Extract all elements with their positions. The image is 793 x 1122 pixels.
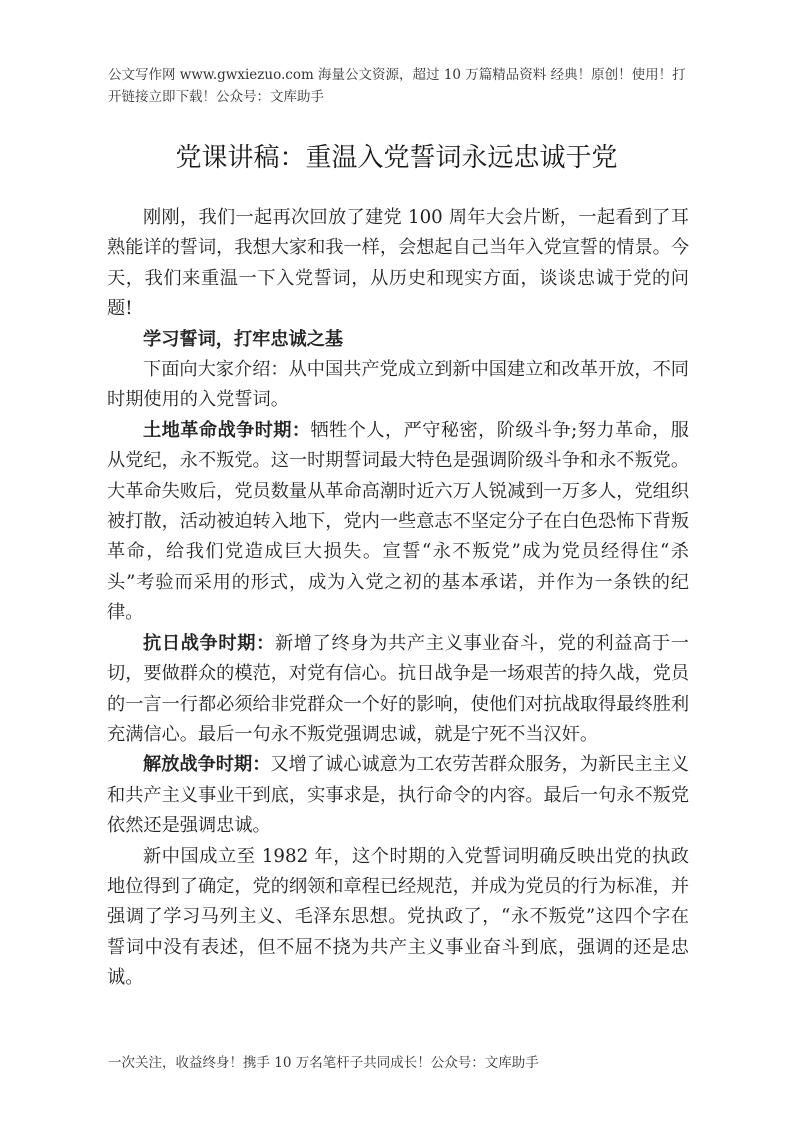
period-label: 土地革命战争时期： <box>143 419 311 441</box>
header-promo: 公文写作网 www.gwxiezuo.com 海量公文资源，超过 10 万篇精品资料 经典！原创！使用！打开链接立即下载！公众号：文库助手 <box>108 67 686 105</box>
period-paragraph-anti-japanese-war <box>107 629 689 751</box>
footer-promo: 一次关注，收益终身！携手 10 万名笔杆子共同成长！公众号：文库助手 <box>108 1055 539 1071</box>
period-label: 解放战争时期： <box>143 754 271 776</box>
section-intro-paragraph: 下面向大家介绍：从中国共产党成立到新中国建立和改革开放，不同时期使用的入党誓词。 <box>107 359 689 411</box>
period-text: 牺牲个人，严守秘密，阶级斗争;努力革命，服从党纪，永不叛党。这一时期誓词最大特色是强调阶级斗争和永不叛党。大革命失败后，党员数量从革命高潮时近六万人锐减到一万多人，党组织被打散，活动被迫转入地下，党内一些意志不坚定分子在白色恐怖下背叛革命，给我们党造成巨大损失。宣誓“永不叛党”成为党员经得住“杀头”考验而采用的形式，成为入党之初的基本承诺，并作为一条铁的纪律。 <box>107 419 690 624</box>
closing-paragraph: 新中国成立至 1982 年，这个时期的入党誓词明确反映出党的执政地位得到了确定，党的纲领和章程已经规范，并成为党员的行为标准，并强调了学习马列主义、毛泽东思想。党执政了，“永不叛党”这四个字在誓词中没有表述，但不屈不挠为共产主义事业奋斗到底，强调的还是忠诚。 <box>107 845 690 989</box>
section-heading: 学习誓词，打牢忠诚之基 <box>143 328 344 350</box>
period-paragraph-liberation-war <box>107 750 689 841</box>
page-title: 党课讲稿：重温入党誓词永远忠诚于党 <box>175 143 618 173</box>
period-paragraph-land-revolution <box>107 416 689 629</box>
period-label: 抗日战争时期： <box>143 632 275 654</box>
intro-paragraph: 刚刚，我们一起再次回放了建党 100 周年大会片断，一起看到了耳熟能详的誓词，我想大家和我一样，会想起自己当年入党宣誓的情景。今天，我们来重温一下入党誓词，从历史和现实方面，谈谈忠诚于党的问题! <box>107 207 690 320</box>
period-text: 又增了诚心诚意为工农劳苦群众服务，为新民主主义和共产主义事业干到底，实事求是，执行命令的内容。最后一句永不叛党依然还是强调忠诚。 <box>107 754 690 837</box>
period-text: 新增了终身为共产主义事业奋斗，党的利益高于一切，要做群众的模范，对党有信心。抗日战争是一场艰苦的持久战，党员的一言一行都必须给非党群众一个好的影响，使他们对抗战取得最终胜利充满信心。最后一句永不叛党强调忠诚，就是宁死不当汉奸。 <box>107 632 690 745</box>
document-body <box>107 203 689 994</box>
